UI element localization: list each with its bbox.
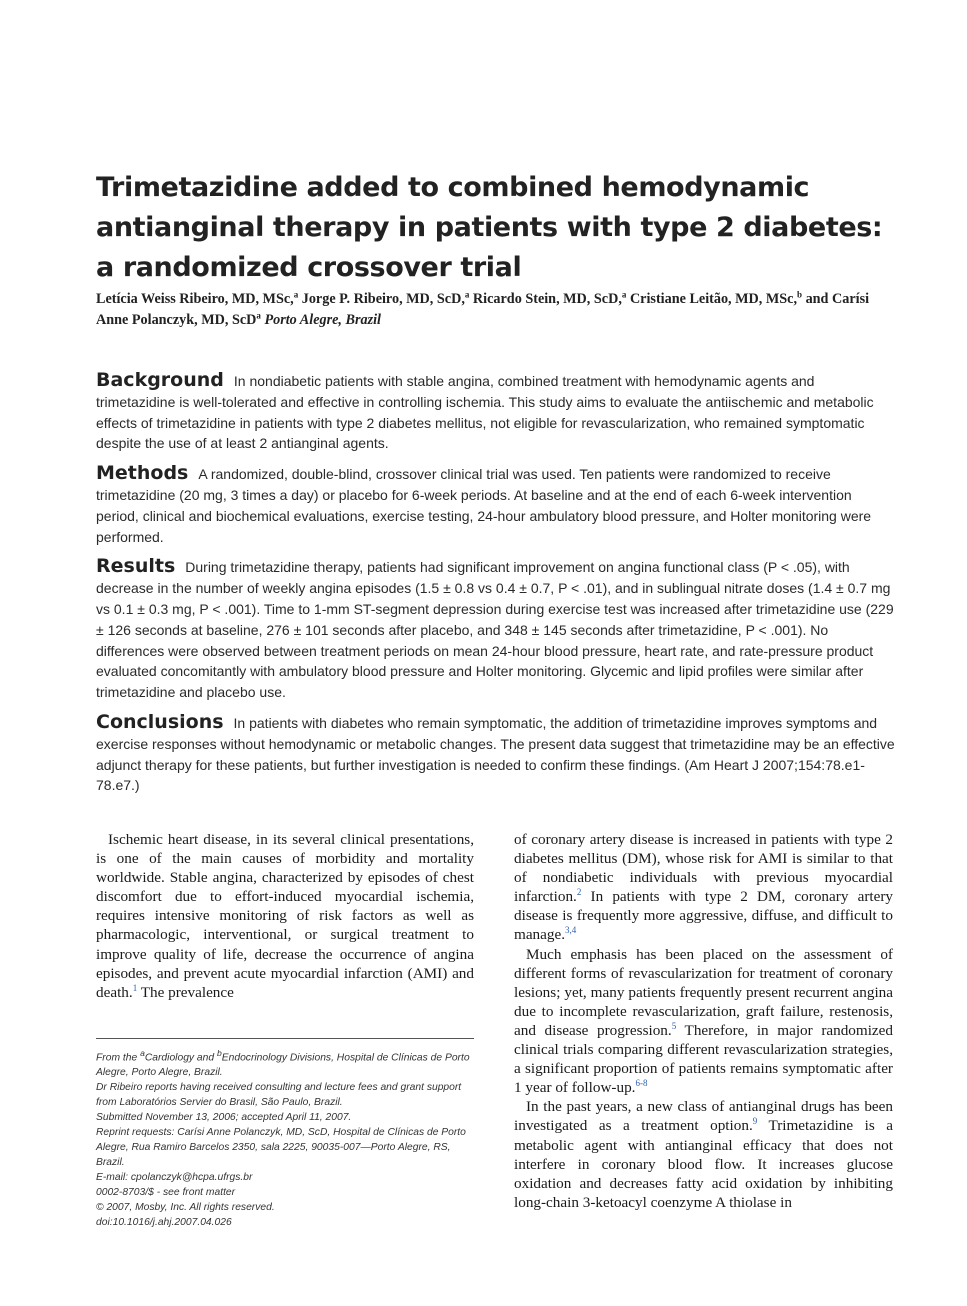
disclosure-note: Dr Ribeiro reports having received consulting and lecture fees and grant support from Laboratórios Servier do Brasil, São Paulo, Brazil. — [96, 1082, 462, 1109]
section-heading: Conclusions — [96, 710, 224, 733]
reference-link[interactable]: 6-8 — [635, 1078, 648, 1089]
body-paragraph: of coronary artery disease is increased in patients with type 2 diabetes mellitus (DM), whose risk for AMI is similar to that of nondiabetic individuals with previous myocardial infarction.$^2$ In patients with type 2 DM, coronary artery disease is frequently more aggressive, diffuse, and difficult to manage.$^{3,4}$ — [514, 831, 893, 944]
body-column-left — [96, 830, 474, 1002]
section-heading: Results — [96, 555, 176, 578]
reference-link[interactable]: 2 — [576, 887, 582, 898]
author-name: Jorge P. Ribeiro, MD, ScD, — [301, 291, 465, 307]
contact-email[interactable]: E-mail: cpolanczyk@hcpa.ufrgs.br — [96, 1172, 253, 1184]
body-paragraph: Much emphasis has been placed on the assessment of different forms of revascularization for treatment of coronary lesions; yet, many patients frequently present recurrent angina due to incomplete revascularization, graft failure, restenosis, and disease progression.$^5$ Therefore, in major randomized clinical trials comparing different revascularization strategies, a significant proportion of patients remains symptomatic after 1 year of follow-up.$^{6-8}$ — [514, 945, 894, 1097]
body-column-right — [514, 830, 893, 1212]
section-text: During trimetazidine therapy, patients had significant improvement on angina functional class (P < .05), with decrease in the number of weekly angina episodes (1.5 ± 0.8 vs 0.4 ± 0.7, P < .01), and in sublingual nitrate doses (1.4 ± 0.7 mg vs 0.1 ± 0.3 mg, P < .001). Time to 1-mm ST-segment depression during exercise test was increased after trimetazidine use (229 ± 126 seconds at baseline, 276 ± 101 seconds after placebo, and 348 ± 145 seconds after trimetazidine, P < .001). No differences were observed between treatment periods on mean 24-hour blood pressure, heart rate, and rate-pressure product evaluated concomitantly with ambulatory blood pressure and Holter monitoring. Glycemic and lipid profiles were similar after trimetazidine and placebo use. — [96, 559, 894, 701]
submission-dates: Submitted November 13, 2006; accepted April 11, 2007. — [96, 1112, 352, 1124]
reprint-requests: Reprint requests: Carísi Anne Polanczyk, MD, ScD, Hospital de Clínicas de Porto Alegre, Rua Ramiro Barcelos 2350, sala 2225, 90035-007—Porto Alegre, RS, Brazil. — [96, 1127, 466, 1169]
abstract-background — [96, 370, 896, 454]
abstract — [96, 370, 896, 805]
affiliation-marker: b — [797, 289, 803, 300]
doi-link[interactable]: doi:10.1016/j.ahj.2007.04.026 — [96, 1217, 232, 1229]
affiliation-marker: a — [256, 310, 261, 321]
abstract-conclusions — [96, 712, 896, 796]
affiliation-marker: a — [293, 289, 299, 300]
body-paragraph: In the past years, a new class of antianginal drugs has been investigated as a treatment option.$^9$ Trimetazidine is a metabolic agent with antianginal efficacy that does not interfere in coronary blood flow. It increases glucose oxidation and decreases fatty acid oxidation by inhibiting long-chain 3-ketoacyl coenzyme A thiolase in — [514, 1098, 893, 1211]
affiliation-marker: a — [621, 289, 627, 300]
article-title: Trimetazidine added to combined hemodynamic antianginal therapy in patients with type 2 diabetes: a randomized crossover trial — [96, 172, 883, 283]
author-name: and Carísi Anne Polanczyk, MD, ScD — [96, 291, 870, 328]
footnotes — [96, 1046, 478, 1230]
author-name: Ricardo Stein, MD, ScD, — [472, 291, 622, 307]
section-text: In nondiabetic patients with stable angina, combined treatment with hemodynamic agents and trimetazidine is well-tolerated and effective in controlling ischemia. This study aims to evaluate the antiischemic and metabolic effects of trimetazidine in patients with type 2 diabetes mellitus, not eligible for revascularization, who remained symptomatic despite the use of at least 2 antianginal agents. — [96, 373, 874, 452]
body-paragraph: Ischemic heart disease, in its several clinical presentations, is one of the main causes of morbidity and mortality worldwide. Stable angina, characterized by episodes of chest discomfort due to effort-induced myocardial ischemia, requires intensive monitoring of risk factors as well as pharmacologic, interventional, or surgical treatment to improve quality of life, decrease the occurrence of angina episodes, and prevent acute myocardial infarction (AMI) and death.$^1$ The prevalence — [96, 831, 474, 1001]
author-list — [96, 289, 901, 331]
affiliation-note: From the $^a$Cardiology and $^b$Endocrinology Divisions, Hospital de Clínicas de Porto Alegre, Porto Alegre, Brazil. — [96, 1048, 470, 1079]
abstract-methods — [96, 463, 896, 547]
reference-link[interactable]: 9 — [752, 1116, 758, 1127]
abstract-results — [96, 556, 896, 703]
reference-link[interactable]: 5 — [671, 1020, 677, 1031]
affiliation-marker: a — [464, 289, 470, 300]
author-location: Porto Alegre, Brazil — [264, 312, 381, 328]
section-text: In patients with diabetes who remain symptomatic, the addition of trimetazidine improves symptoms and exercise responses without hemodynamic or metabolic changes. The present data suggest that trimetazidine may be an effective adjunct therapy for these patients, but further investigation is needed to confirm these findings. (Am Heart J 2007;154:78.e1-78.e7.) — [96, 714, 895, 794]
reference-link[interactable]: 3,4 — [565, 925, 577, 936]
reference-link[interactable]: 1 — [132, 982, 138, 993]
footnote-divider — [96, 1038, 474, 1039]
section-heading: Methods — [96, 462, 189, 485]
author-name: Letícia Weiss Ribeiro, MD, MSc, — [96, 291, 294, 307]
section-heading: Background — [96, 369, 224, 391]
author-name: Cristiane Leitão, MD, MSc, — [629, 291, 798, 307]
section-text: A randomized, double-blind, crossover clinical trial was used. Ten patients were randomized to receive trimetazidine (20 mg, 3 times a day) or placebo for 6-week periods. At baseline and at the end of each 6-week intervention period, clinical and biochemical evaluations, exercise testing, 24-hour ambulatory blood pressure, and Holter monitoring were performed. — [96, 466, 872, 545]
issn-note: 0002-8703/$ - see front matter — [96, 1187, 236, 1199]
copyright-note: © 2007, Mosby, Inc. All rights reserved. — [96, 1202, 275, 1214]
